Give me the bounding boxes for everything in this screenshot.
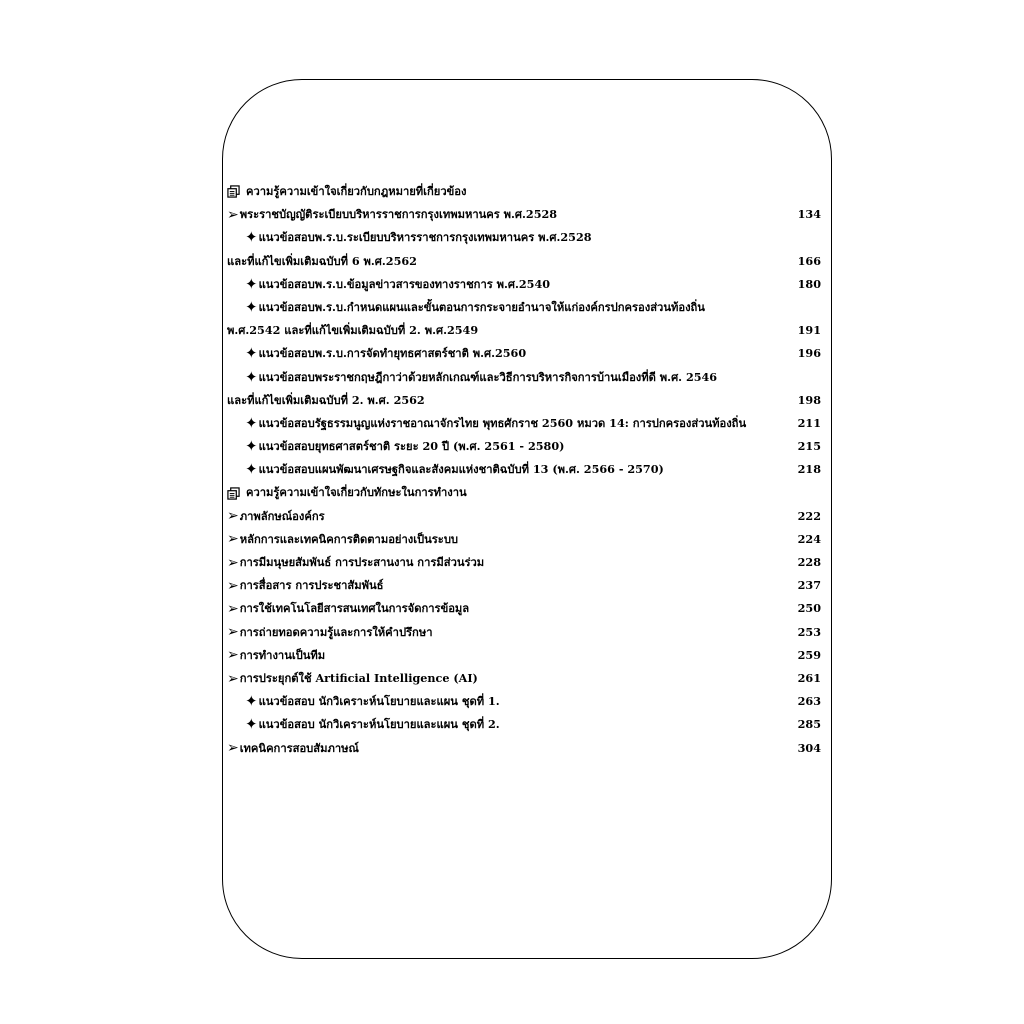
four-point-star-icon: ✦: [245, 344, 258, 363]
table-of-contents: [227, 180, 825, 760]
toc-entry-title: การถ่ายทอดความรู้และการให้คำปรึกษา: [239, 624, 433, 639]
toc-entry-line: [227, 621, 432, 644]
four-point-star-icon: ✦: [245, 460, 258, 479]
toc-entry-line: [245, 713, 500, 736]
toc-entry: [227, 203, 825, 226]
toc-entry-title: แนวข้อสอบยุทธศาสตร์ชาติ ระยะ 20 ปี (พ.ศ. 2561 - 2580): [258, 439, 565, 454]
toc-entry: [227, 319, 825, 342]
toc-entry-line: [227, 389, 425, 412]
toc-entry-title: การประยุกต์ใช้ Artificial Intelligence (AI): [239, 670, 478, 685]
toc-entry-line: [227, 319, 478, 342]
toc-entry-line: [227, 528, 458, 551]
toc-entry-title: และที่แก้ไขเพิ่มเติมฉบับที่ 6 พ.ศ.2562: [227, 253, 417, 268]
toc-entry-line: [245, 412, 746, 435]
arrow-bullet-icon: ➢: [227, 508, 239, 525]
four-point-star-icon: ✦: [245, 692, 258, 711]
toc-entry: [227, 296, 825, 319]
toc-entry-title: และที่แก้ไขเพิ่มเติมฉบับที่ 2. พ.ศ. 2562: [227, 392, 425, 407]
toc-page-number: 285: [797, 717, 821, 732]
toc-entry-title: พ.ศ.2542 และที่แก้ไขเพิ่มเติมฉบับที่ 2. พ.ศ.2549: [227, 323, 479, 338]
toc-entry: [227, 644, 825, 667]
arrow-bullet-icon: ➢: [227, 206, 239, 223]
toc-page-number: 198: [797, 392, 821, 407]
four-point-star-icon: ✦: [245, 437, 258, 456]
toc-entry: [227, 713, 825, 736]
book-stack-icon: [227, 487, 240, 500]
toc-page-number: 253: [797, 624, 821, 639]
toc-page-number: 215: [797, 439, 821, 454]
toc-entry-title: แนวข้อสอบพ.ร.บ.กำหนดแผนและขั้นตอนการกระจายอำนาจให้แก่องค์กรปกครองส่วนท้องถิ่น: [258, 299, 705, 314]
arrow-bullet-icon: ➢: [227, 577, 239, 594]
toc-entry: [227, 690, 825, 713]
four-point-star-icon: ✦: [245, 274, 258, 293]
four-point-star-icon: ✦: [245, 367, 258, 386]
toc-entry-title: การใช้เทคโนโลยีสารสนเทศในการจัดการข้อมูล: [239, 601, 470, 616]
toc-page-number: 166: [797, 253, 821, 268]
toc-entry-title: การสื่อสาร การประชาสัมพันธ์: [239, 578, 384, 593]
toc-entry-title: แนวข้อสอบพระราชกฤษฎีกาว่าด้วยหลักเกณฑ์และวิธีการบริหารกิจการบ้านเมืองที่ดี พ.ศ. 2546: [258, 369, 718, 384]
toc-entry-line: [227, 180, 466, 203]
toc-entry-line: [227, 737, 359, 760]
four-point-star-icon: ✦: [245, 228, 258, 247]
toc-entry: [227, 366, 825, 389]
arrow-bullet-icon: ➢: [227, 554, 239, 571]
toc-page-number: 224: [797, 531, 821, 546]
toc-entry-line: [245, 366, 717, 389]
toc-page-number: 222: [797, 508, 821, 523]
toc-entry: [227, 342, 825, 365]
toc-page-number: 180: [797, 276, 821, 291]
toc-entry-line: [245, 435, 564, 458]
toc-entry-title: พระราชบัญญัติระเบียบบริหารราชการกรุงเทพมหานคร พ.ศ.2528: [239, 207, 558, 222]
toc-entry-line: [245, 458, 664, 481]
toc-page-number: 211: [797, 415, 821, 430]
toc-entry-line: [245, 226, 592, 249]
toc-page-number: 196: [797, 346, 821, 361]
arrow-bullet-icon: ➢: [227, 647, 239, 664]
toc-page-number: 218: [797, 462, 821, 477]
book-stack-icon: [227, 185, 240, 198]
toc-entry: [227, 226, 825, 249]
toc-entry-line: [227, 597, 469, 620]
toc-entry-line: [227, 667, 478, 690]
toc-page-number: 191: [797, 323, 821, 338]
toc-entry-line: [245, 342, 526, 365]
toc-entry: [227, 481, 825, 504]
toc-page-number: 304: [797, 740, 821, 755]
toc-entry-title: ความรู้ความเข้าใจเกี่ยวกับกฎหมายที่เกี่ยวข้อง: [246, 184, 467, 198]
toc-entry-line: [227, 203, 557, 226]
toc-entry: [227, 458, 825, 481]
toc-page-number: 263: [797, 694, 821, 709]
toc-entry-title: การมีมนุษยสัมพันธ์ การประสานงาน การมีส่วนร่วม: [239, 555, 485, 569]
toc-entry: [227, 250, 825, 273]
toc-entry-title: แนวข้อสอบพ.ร.บ.ระเบียบบริหารราชการกรุงเทพมหานคร พ.ศ.2528: [258, 230, 592, 245]
arrow-bullet-icon: ➢: [227, 600, 239, 617]
toc-entry-title: แนวข้อสอบแผนพัฒนาเศรษฐกิจและสังคมแห่งชาติฉบับที่ 13 (พ.ศ. 2566 - 2570): [258, 462, 664, 477]
toc-entry-title: หลักการและเทคนิคการติดตามอย่างเป็นระบบ: [239, 531, 459, 546]
toc-entry-title: การทำงานเป็นทีม: [239, 647, 326, 662]
toc-page-number: 259: [797, 647, 821, 662]
toc-page-number: 228: [797, 555, 821, 569]
toc-entry: [227, 667, 825, 690]
toc-entry-title: ภาพลักษณ์องค์กร: [239, 508, 325, 523]
arrow-bullet-icon: ➢: [227, 624, 239, 641]
toc-entry-title: แนวข้อสอบพ.ร.บ.การจัดทำยุทธศาสตร์ชาติ พ.ศ.2560: [258, 346, 527, 361]
arrow-bullet-icon: ➢: [227, 670, 239, 687]
toc-entry: [227, 551, 825, 574]
four-point-star-icon: ✦: [245, 298, 258, 317]
toc-page-number: 250: [797, 601, 821, 616]
toc-entry-line: [227, 481, 467, 504]
toc-entry: [227, 389, 825, 412]
toc-entry-title: แนวข้อสอบ นักวิเคราะห์นโยบายและแผน ชุดที่ 1.: [258, 694, 500, 709]
toc-entry: [227, 597, 825, 620]
toc-entry: [227, 737, 825, 760]
toc-entry-line: [245, 296, 705, 319]
toc-entry-line: [227, 574, 383, 597]
four-point-star-icon: ✦: [245, 413, 258, 432]
toc-entry-line: [227, 250, 417, 273]
toc-entry-line: [227, 644, 325, 667]
arrow-bullet-icon: ➢: [227, 740, 239, 757]
toc-entry: [227, 505, 825, 528]
toc-entry-title: ความรู้ความเข้าใจเกี่ยวกับทักษะในการทำงาน: [246, 485, 467, 500]
toc-entry: [227, 435, 825, 458]
toc-entry-line: [227, 505, 325, 528]
four-point-star-icon: ✦: [245, 715, 258, 734]
toc-entry-line: [245, 273, 550, 296]
toc-entry: [227, 180, 825, 203]
arrow-bullet-icon: ➢: [227, 531, 239, 548]
toc-entry-title: แนวข้อสอบรัฐธรรมนูญแห่งราชอาณาจักรไทย พุทธศักราช 2560 หมวด 14: การปกครองส่วนท้องถิ่น: [258, 415, 747, 430]
toc-entry-title: แนวข้อสอบ นักวิเคราะห์นโยบายและแผน ชุดที่ 2.: [258, 717, 500, 732]
toc-entry-line: [245, 690, 500, 713]
toc-entry-line: [227, 551, 484, 574]
toc-entry: [227, 412, 825, 435]
toc-entry-title: แนวข้อสอบพ.ร.บ.ข้อมูลข่าวสารของทางราชการ พ.ศ.2540: [258, 276, 551, 291]
toc-page-number: 261: [797, 670, 821, 685]
toc-entry: [227, 574, 825, 597]
toc-page-number: 237: [797, 578, 821, 593]
toc-page-number: 134: [797, 207, 821, 222]
toc-entry: [227, 621, 825, 644]
toc-entry-title: เทคนิคการสอบสัมภาษณ์: [239, 740, 359, 755]
toc-entry: [227, 528, 825, 551]
toc-entry: [227, 273, 825, 296]
